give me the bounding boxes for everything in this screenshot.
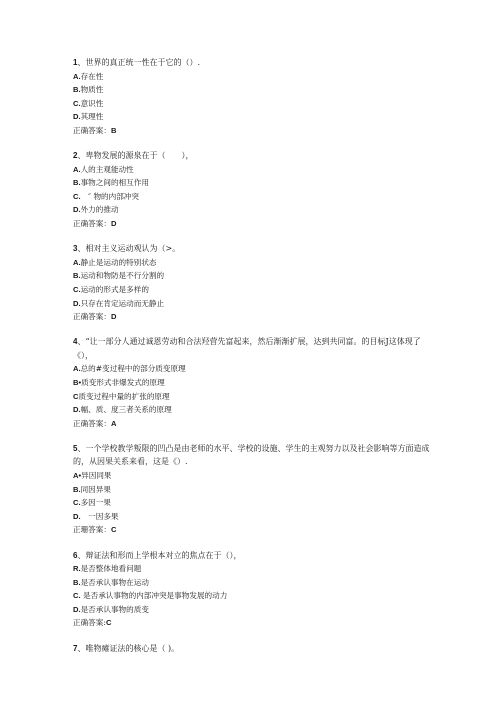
question-text: 、卑物发展的源泉在于（ ），: [77, 151, 194, 161]
option-row: [73, 576, 433, 590]
option-row: [73, 163, 433, 177]
answer-key: C: [105, 618, 112, 628]
question-title: [73, 442, 433, 469]
option-letter: A.: [73, 71, 81, 81]
option-row: [73, 283, 433, 297]
option-row: [73, 269, 433, 283]
question-number: 3: [73, 244, 78, 254]
question-number: 6: [73, 550, 78, 560]
question-block: [73, 56, 433, 138]
answer-label: 正确答案：: [73, 312, 111, 322]
option-row: [73, 390, 433, 404]
answer-line: [73, 310, 433, 324]
question-text: 、相对主义运动观认为（>。: [77, 244, 181, 254]
option-text: 一因多果: [80, 511, 119, 521]
question-title: [73, 642, 433, 656]
option-letter: B.: [73, 271, 81, 281]
option-letter: C.: [73, 98, 81, 108]
option-letter: A•: [73, 471, 82, 481]
option-row: [73, 190, 433, 204]
option-letter: B.: [73, 178, 81, 188]
question-title: [73, 335, 433, 362]
question-block: [73, 642, 433, 656]
option-text: 总的#变过程中的部分质变原理: [80, 364, 186, 374]
option-letter: C.: [73, 591, 81, 601]
option-row: [73, 97, 433, 111]
question-title: [73, 149, 433, 163]
answer-label: 正珊答案：: [73, 525, 111, 535]
option-row: [73, 256, 433, 270]
answer-label: 正确答案：: [73, 219, 111, 229]
option-text: 同因异果: [80, 484, 111, 494]
option-row: [73, 403, 433, 417]
question-block: [73, 549, 433, 631]
option-row: [73, 203, 433, 217]
answer-line: [73, 616, 433, 630]
option-letter: B•: [73, 377, 82, 387]
question-text: 、“让一部分人通过诚恩劳动和合法羟营先富起来，然后渐渐扩展，达到共同富。的目标J这体现了《），: [73, 337, 421, 360]
option-text: ″ 物的内部冲突: [80, 191, 139, 201]
option-letter: C.: [73, 498, 81, 508]
option-letter: A.: [73, 364, 81, 374]
question-number: 4: [73, 337, 78, 347]
option-letter: D.: [73, 205, 81, 215]
question-text: 、世界的真正统一性在于它的（）.: [77, 58, 200, 67]
option-text: 外力的推动: [80, 205, 119, 215]
option-text: 多因一果: [80, 498, 111, 508]
question-title: [73, 242, 433, 256]
option-row: [73, 496, 433, 510]
option-text: 事物之间的相互作用: [80, 178, 149, 188]
question-block: [73, 335, 433, 430]
answer-line: [73, 523, 433, 537]
option-letter: C.: [73, 191, 81, 201]
question-number: 2: [73, 151, 78, 161]
option-letter: A.: [73, 257, 81, 267]
option-text: 存在性: [80, 71, 104, 81]
answer-key: D: [110, 219, 117, 229]
option-row: [73, 589, 433, 603]
option-letter: C: [73, 391, 79, 401]
question-title: [73, 549, 433, 563]
option-row: [73, 83, 433, 97]
option-text: 异因同果: [81, 471, 112, 481]
option-text: 意识性: [80, 98, 104, 108]
option-text: 是否承认事物的质变: [80, 604, 149, 614]
option-row: [73, 469, 433, 483]
option-text: 质变过程中量的扩张的原理: [78, 391, 170, 401]
option-letter: B.: [73, 484, 81, 494]
option-row: [73, 362, 433, 376]
option-text: 人的主观能动性: [80, 164, 134, 174]
option-row: [73, 483, 433, 497]
option-letter: D.: [73, 112, 81, 122]
option-row: [73, 510, 433, 524]
option-text: 其理性: [80, 112, 104, 122]
answer-line: [73, 417, 433, 431]
question-number: 1: [73, 58, 78, 67]
option-letter: B.: [73, 577, 81, 587]
option-text: 静止是运动的特别状态: [80, 257, 157, 267]
answer-key: D: [110, 312, 117, 322]
option-text: 是否承认事物在运动: [80, 577, 149, 587]
option-letter: C.: [73, 284, 81, 294]
question-text: 、一个学校教学叛限的凹凸是由老师的水平、学校的设施、学生的主观努力以及社会影响等方面造成的，从因果关系来看，这是《）.: [73, 443, 430, 467]
option-text: 只存在肯定运动而无静止: [80, 298, 165, 308]
option-text: 幅、质、度三者关系的原理: [80, 405, 172, 415]
option-row: [73, 562, 433, 576]
option-text: 运动和物防是不行分割的: [80, 271, 165, 281]
option-row: [73, 376, 433, 390]
question-block: [73, 442, 433, 537]
option-letter: R.: [73, 564, 81, 574]
option-text: 运动的形式是多样的: [80, 284, 149, 294]
answer-key: B: [110, 125, 117, 135]
option-letter: D.: [73, 604, 81, 614]
option-row: [73, 176, 433, 190]
option-text: 是否承认事物的内部冲突是事物发展的动力: [80, 591, 228, 601]
answer-key: C: [110, 525, 117, 535]
question-text: 、辩证法和形而上学根本对立的焦点在于（），: [77, 550, 242, 560]
option-letter: D.: [73, 405, 81, 415]
option-text: 物质性: [80, 85, 104, 95]
option-row: [73, 70, 433, 84]
question-number: 5: [73, 443, 78, 453]
question-list: [73, 56, 433, 667]
option-row: [73, 603, 433, 617]
option-letter: D.: [73, 511, 81, 521]
option-row: [73, 110, 433, 124]
answer-label: 正确答案:: [73, 618, 106, 628]
option-row: [73, 297, 433, 311]
question-number: 7: [73, 643, 78, 653]
answer-line: [73, 217, 433, 231]
answer-line: [73, 124, 433, 138]
question-block: [73, 242, 433, 324]
answer-label: 正确答案：: [73, 125, 111, 135]
question-title: [73, 56, 433, 70]
option-letter: B.: [73, 85, 81, 95]
option-letter: A.: [73, 164, 81, 174]
option-letter: D.: [73, 298, 81, 308]
option-text: 是否整体地看问题: [80, 564, 142, 574]
option-text: 质变形式非爆发式的原理: [81, 377, 165, 387]
answer-label: 正确答案：: [73, 418, 111, 428]
question-text: 、唯物瘫证法的核心是（ )。: [77, 643, 180, 653]
question-block: [73, 149, 433, 231]
answer-key: A: [110, 418, 117, 428]
